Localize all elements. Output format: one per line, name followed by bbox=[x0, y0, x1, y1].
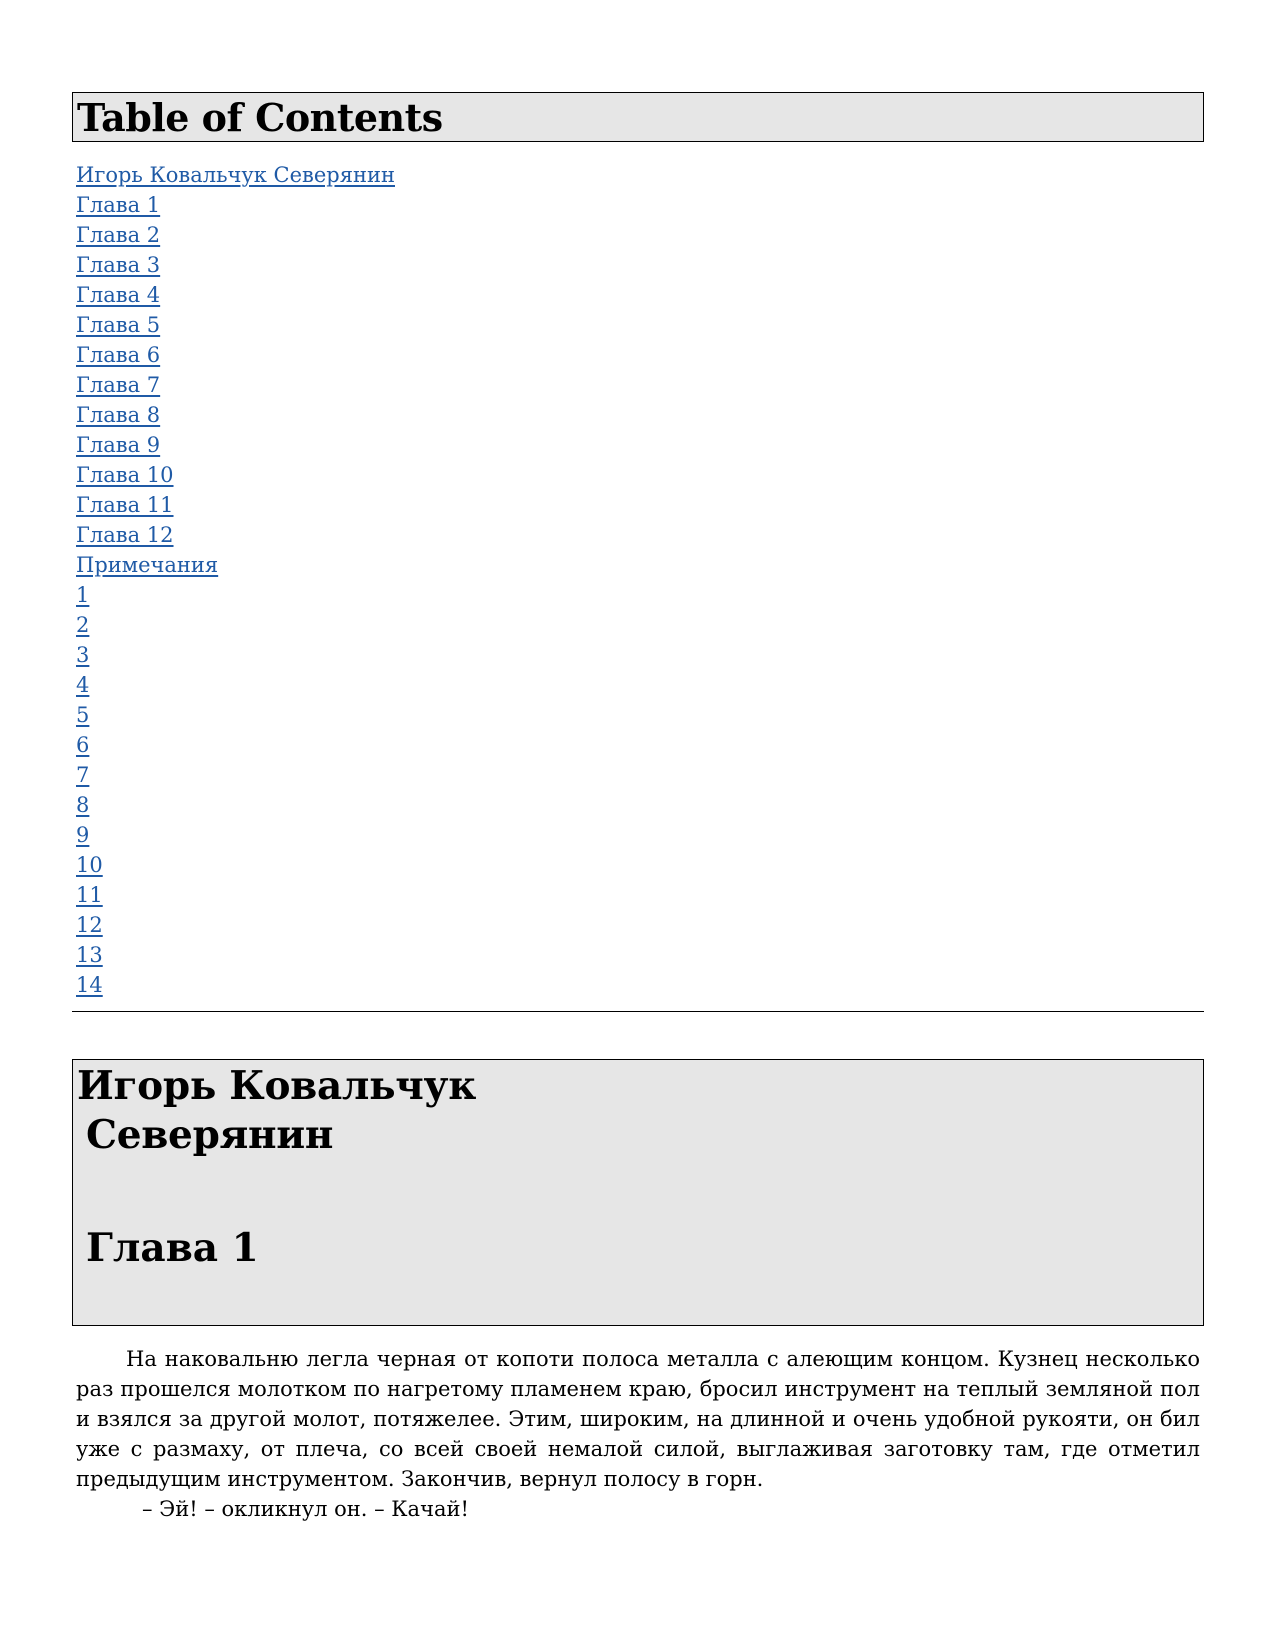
toc-link-chapter-7[interactable]: Глава 7 bbox=[76, 373, 161, 397]
toc-link-chapter-11[interactable]: Глава 11 bbox=[76, 493, 174, 517]
toc-item bbox=[76, 850, 1204, 880]
toc-link-chapter-2[interactable]: Глава 2 bbox=[76, 223, 161, 247]
chapter-title: Глава 1 bbox=[86, 1225, 259, 1271]
paragraph: На наковальню легла черная от копоти полоса металла с алеющим концом. Кузнец несколько раз прошелся молотком по нагретому пламенем краю, бросил инструмент на теплый земляной пол и взялся за другой молот, потяжелее. Этим, широким, на длинной и очень удобной рукояти, он бил уже с размаху, от плеча, со всей своей немалой силой, выглаживая заготовку там, где отметил предыдущим инструментом. Закончив, вернул полосу в горн. bbox=[76, 1347, 1200, 1491]
toc-link-chapter-10[interactable]: Глава 10 bbox=[76, 463, 174, 487]
toc-link-author[interactable]: Игорь Ковальчук Северянин bbox=[76, 163, 395, 187]
toc-item bbox=[76, 640, 1204, 670]
toc-link-chapter-9[interactable]: Глава 9 bbox=[76, 433, 161, 457]
toc-item bbox=[76, 670, 1204, 700]
toc-link-note-4[interactable]: 4 bbox=[76, 673, 90, 697]
toc-item bbox=[76, 520, 1204, 550]
toc-link-note-2[interactable]: 2 bbox=[76, 613, 90, 637]
toc-item bbox=[76, 280, 1204, 310]
toc-link-note-11[interactable]: 11 bbox=[76, 883, 103, 907]
toc-link-chapter-5[interactable]: Глава 5 bbox=[76, 313, 161, 337]
toc-link-chapter-1[interactable]: Глава 1 bbox=[76, 193, 161, 217]
toc-link-note-3[interactable]: 3 bbox=[76, 643, 90, 667]
toc-header-box bbox=[72, 92, 1204, 142]
toc-item bbox=[76, 400, 1204, 430]
toc-link-note-10[interactable]: 10 bbox=[76, 853, 103, 877]
toc-title: Table of Contents bbox=[77, 95, 443, 140]
toc-link-notes[interactable]: Примечания bbox=[76, 553, 219, 577]
toc-item bbox=[76, 700, 1204, 730]
toc-link-chapter-3[interactable]: Глава 3 bbox=[76, 253, 161, 277]
section-divider bbox=[72, 1011, 1204, 1012]
toc-item bbox=[76, 190, 1204, 220]
toc-item bbox=[76, 820, 1204, 850]
toc-item bbox=[76, 310, 1204, 340]
toc-link-note-7[interactable]: 7 bbox=[76, 763, 90, 787]
toc-link-note-1[interactable]: 1 bbox=[76, 583, 90, 607]
toc-item bbox=[76, 610, 1204, 640]
toc-link-note-6[interactable]: 6 bbox=[76, 733, 90, 757]
toc-item bbox=[76, 340, 1204, 370]
toc-link-chapter-8[interactable]: Глава 8 bbox=[76, 403, 161, 427]
toc-link-chapter-6[interactable]: Глава 6 bbox=[76, 343, 161, 367]
toc-item bbox=[76, 940, 1204, 970]
toc-item bbox=[76, 220, 1204, 250]
toc-item bbox=[76, 430, 1204, 460]
toc-link-note-9[interactable]: 9 bbox=[76, 823, 90, 847]
chapter-header-box bbox=[72, 1059, 1204, 1326]
toc-item bbox=[76, 790, 1204, 820]
toc-item bbox=[76, 580, 1204, 610]
toc-link-chapter-4[interactable]: Глава 4 bbox=[76, 283, 161, 307]
toc-item bbox=[76, 910, 1204, 940]
toc-item bbox=[76, 880, 1204, 910]
toc-item bbox=[76, 760, 1204, 790]
toc-list bbox=[72, 142, 1204, 1000]
toc-link-note-8[interactable]: 8 bbox=[76, 793, 90, 817]
paragraph-dialog: – Эй! – окликнул он. – Качай! bbox=[142, 1497, 469, 1521]
toc-link-note-14[interactable]: 14 bbox=[76, 973, 103, 997]
toc-item bbox=[76, 460, 1204, 490]
toc-item bbox=[76, 490, 1204, 520]
toc-item bbox=[76, 970, 1204, 1000]
toc-item bbox=[76, 160, 1204, 190]
author-name-line-2: Северянин bbox=[86, 1112, 334, 1158]
document-page bbox=[72, 92, 1204, 1524]
author-name-line-1: Игорь Ковальчук bbox=[77, 1063, 477, 1109]
toc-link-note-12[interactable]: 12 bbox=[76, 913, 103, 937]
toc-item bbox=[76, 250, 1204, 280]
toc-item bbox=[76, 550, 1204, 580]
toc-item bbox=[76, 730, 1204, 760]
author-heading bbox=[77, 1060, 1199, 1160]
toc-link-note-13[interactable]: 13 bbox=[76, 943, 103, 967]
chapter-body bbox=[72, 1344, 1204, 1524]
toc-item bbox=[76, 370, 1204, 400]
toc-link-note-5[interactable]: 5 bbox=[76, 703, 90, 727]
toc-link-chapter-12[interactable]: Глава 12 bbox=[76, 523, 174, 547]
